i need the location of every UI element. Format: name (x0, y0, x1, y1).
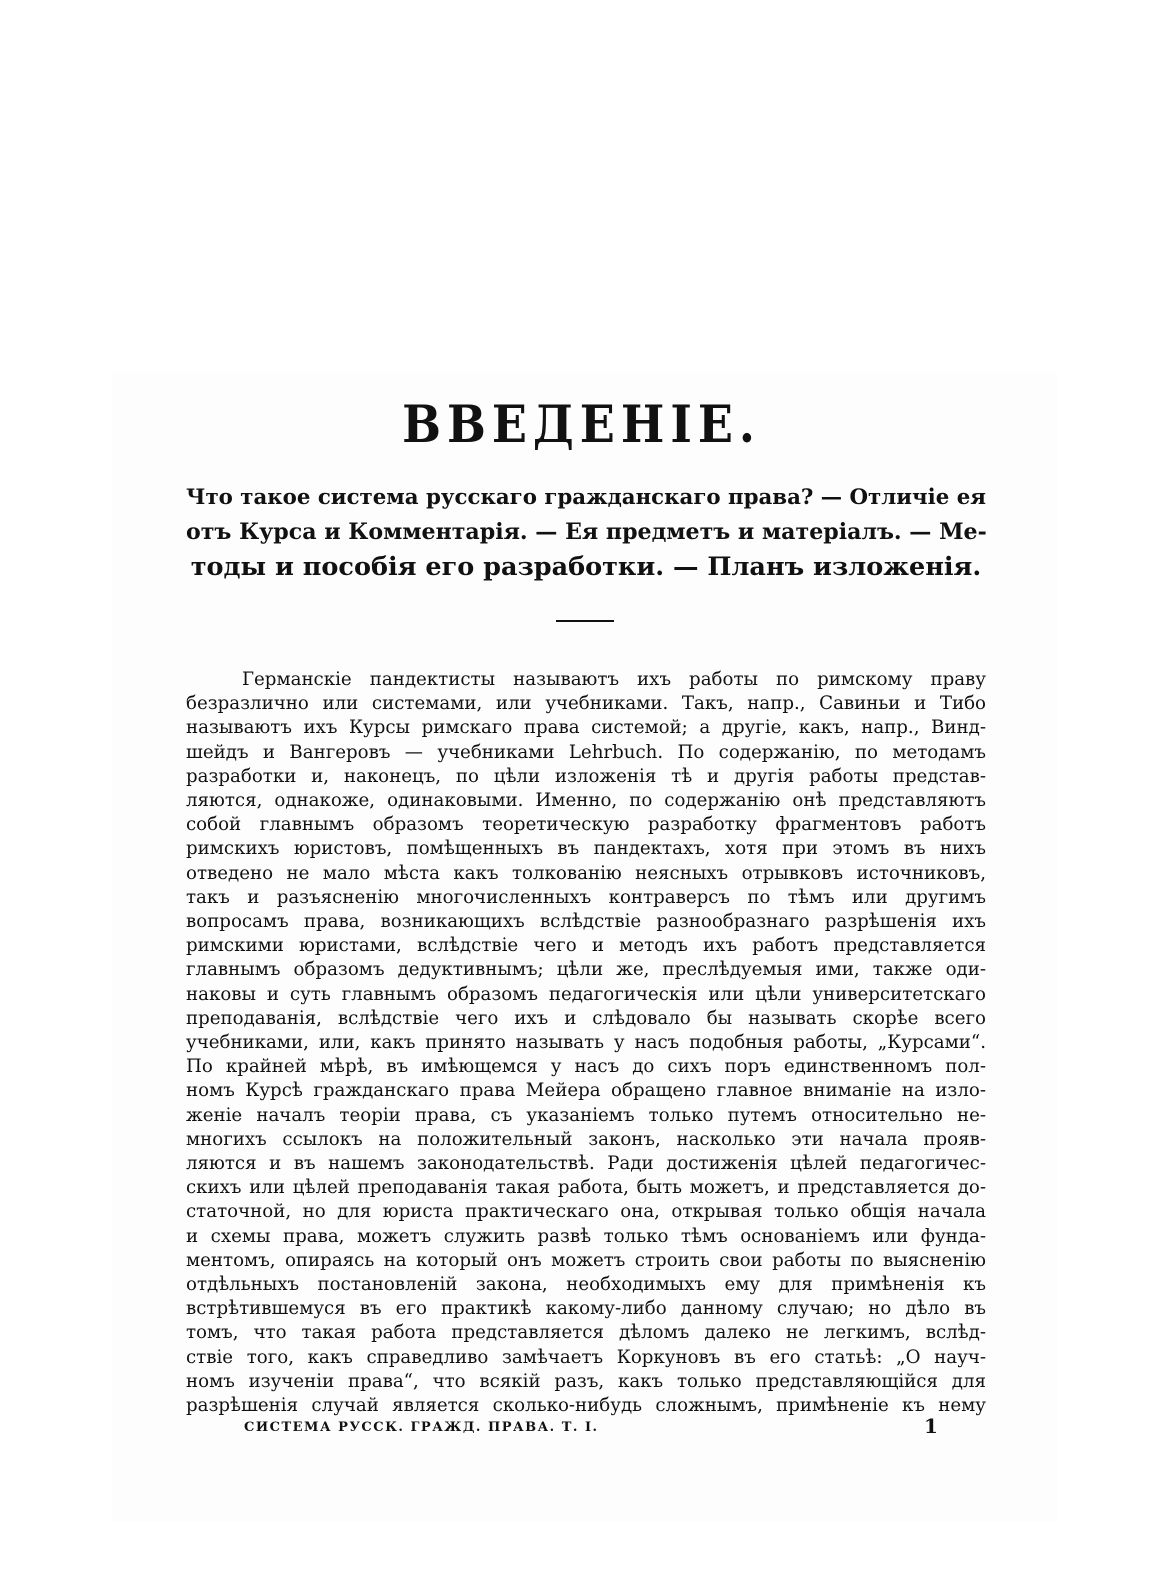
body-line: шейдъ и Вангеровъ — учебниками Lehrbuch. По содержанію, по методамъ (186, 741, 986, 763)
body-line: разрѣшенія случай является сколько-нибудь сложнымъ, примѣненіе къ нему (186, 1395, 986, 1417)
subtitle-line: Что такое система русскаго гражданскаго права? — Отличіе ея (186, 485, 986, 510)
body-line: томъ, что такая работа представляется дѣломъ далеко не легкимъ, вслѣд- (186, 1322, 986, 1344)
body-line: отведено не мало мѣста какъ толкованію неясныхъ отрывковъ источниковъ, (186, 862, 986, 884)
body-line: безразлично или системами, или учебниками. Такъ, напр., Савиньи и Тибо (186, 693, 986, 715)
body-line: ляются и въ нашемъ законодательствѣ. Ради достиженія цѣлей педагогичес- (186, 1153, 986, 1175)
page-number: 1 (924, 1414, 938, 1438)
body-line: собой главнымъ образомъ теоретическую разработку фрагментовъ работъ (186, 814, 986, 836)
body-line: скихъ или цѣлей преподаванія такая работа, быть можетъ, и представляется до- (186, 1177, 986, 1199)
body-line: преподаванія, вслѣдствіе чего ихъ и слѣдовало бы называть скорѣе всего (186, 1007, 986, 1029)
body-line: номъ Курсѣ гражданскаго права Мейера обращено главное вниманіе на изло- (186, 1080, 986, 1102)
body-line: статочной, но для юриста практическаго она, открывая только общія начала (186, 1201, 986, 1223)
subtitle-line: отъ Курса и Комментарія. — Ея предметъ и матеріалъ. — Ме- (186, 519, 987, 545)
body-line: встрѣтившемуся въ его практикѣ какому-либо данному случаю; но дѣло въ (186, 1298, 986, 1320)
body-line: называютъ ихъ Курсы римскаго права системой; а другіе, какъ, напр., Винд- (186, 717, 986, 739)
chapter-subtitle (186, 480, 986, 585)
body-line: учебниками, или, какъ принято называть у насъ подобныя работы, „Курсами“. (186, 1032, 986, 1054)
body-line: женіе началъ теоріи права, съ указаніемъ только путемъ относительно не- (186, 1104, 986, 1126)
body-line: разработки и, наконецъ, по цѣли изложенія тѣ и другія работы представ- (186, 765, 986, 787)
body-line: многихъ ссылокъ на положительный законъ, насколько эти начала прояв- (186, 1128, 986, 1150)
body-line: римскихъ юристовъ, помѣщенныхъ въ пандектахъ, хотя при этомъ въ нихъ (186, 838, 986, 860)
body-line: и схемы права, можетъ служить развѣ только тѣмъ основаніемъ или фунда- (186, 1225, 986, 1247)
body-line: отдѣльныхъ постановленій закона, необходимыхъ ему для примѣненія къ (186, 1274, 986, 1296)
subtitle-line: тоды и пособія его разработки. — Планъ изложенія. (190, 552, 982, 582)
body-line: римскими юристами, вслѣдствіе чего и методъ ихъ работъ представляется (186, 935, 986, 957)
body-line: ствіе того, какъ справедливо замѣчаетъ Коркуновъ въ его статьѣ: „О науч- (186, 1346, 986, 1368)
body-line: такъ и разъясненію многочисленныхъ контраверсъ по тѣмъ или другимъ (186, 886, 986, 908)
chapter-title: ВВЕДЕНІЕ. (402, 394, 761, 455)
body-line: вопросамъ права, возникающихъ вслѣдствіе разнообразнаго разрѣшенія ихъ (186, 911, 986, 933)
section-divider (556, 620, 614, 622)
body-line: Германскіе пандектисты называютъ ихъ работы по римскому праву (242, 669, 986, 690)
body-line: ментомъ, опираясь на который онъ можетъ строить свои работы по выясненію (186, 1249, 986, 1271)
body-line: По крайней мѣрѣ, въ имѣющемся у насъ до сихъ поръ единственномъ пол- (186, 1056, 986, 1078)
body-line: ляются, однакоже, одинаковыми. Именно, по содержанію онѣ представляютъ (186, 790, 986, 812)
body-line: главнымъ образомъ дедуктивнымъ; цѣли же, преслѣдуемыя ими, также оди- (186, 959, 986, 981)
running-footer-title: СИСТЕМА РУССК. ГРАЖД. ПРАВА. Т. I. (244, 1420, 599, 1435)
body-paragraph (186, 668, 986, 1418)
body-line: номъ изученіи права“, что всякій разъ, какъ только представляющійся для (186, 1370, 986, 1392)
body-line: наковы и суть главнымъ образомъ педагогическія или цѣли университетскаго (186, 983, 986, 1005)
